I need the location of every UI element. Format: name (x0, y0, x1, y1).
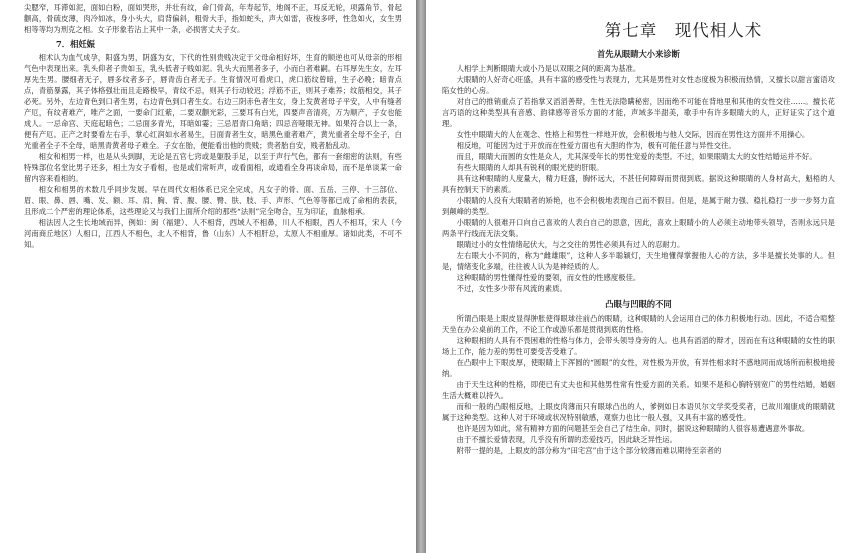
right-paragraph: 由于天生这种的性格，即使已有丈夫也和其他男性常有性爱方面的关系。如果不是和心胸特别宽广的男性结婚，婚姻生活大概难以持久。 (442, 380, 835, 400)
right-paragraph: 女性中眼睛大的人在观念、性格上和男性一样地开放，会积极地与他人交际，因而在男性这方面并不用操心。 (456, 130, 810, 139)
right-paragraph: 人相学上判断眼睛大或小乃是以双眼之间的距离为基准。 (456, 64, 641, 73)
right-paragraph: 而和一般的凸眼相反地，上眼皮肉薄而只有眼球凸出的人，爹例如日本语贝尔文学奖受奖者，已故川端康成的眼睛就属于这种类型。这种人对于环境或状况特别敏感，观察力也比一般人强，又具有丰富的感受性。 (442, 402, 835, 422)
right-paragraph: 有些大眼睛的人却具有锐利的眼光使的肝眼。 (456, 163, 604, 172)
right-paragraph: 在凸眼中上下眼皮厚，使眼睛上下浑圆的“圆眼”的女性，对性极为开放，有异性相求时不惑地同而成场所而积极地接纳。 (442, 358, 835, 378)
right-paragraph: 所谓凸眼是上眼皮显得肿胀使得眼球往前凸的眼睛，这种眼睛的人会运用自己的体力积极地行动。因此，不适合喧整天坐在办公桌前的工作，不论工作或游乐都是贯彻到底的性格。 (442, 314, 835, 334)
right-paragraph: 不过，女性多少带有风流的素质。 (456, 284, 567, 293)
right-paragraph: 大眼睛的人好奇心旺盛，具有丰富的感受性与表现力，尤其是男性对女性态度极为积极而热情，又擅长以甜言蜜语攻陷女性的心房。 (442, 75, 835, 95)
right-paragraph: 附带一提的是，上眼皮的部分称为“田宅宫”由于这个部分较薄而难以期待至亲者的 (456, 446, 722, 455)
right-paragraph: 对自己的推销重点了若指掌又滔滔善辩，生性无法隐瞒秘密，因而绝不可能在背地里和其他的女性交往……。擅长花言巧语的这种类型具有音感、韵律感等音乐方面的才能，声域多半甜美，歌手中有许多眼睛大的人，正好证实了这个道理。 (442, 97, 835, 128)
book-spine (416, 0, 426, 553)
left-page (0, 0, 416, 553)
right-paragraph: 眼睛过小的女性情绪起伏大，与之交往的男性必须具有过人的忍耐力。 (456, 240, 685, 249)
right-paragraph: 而且，眼睛大而圆的女性是众人，尤其深受年长的男性宠爱的类型。不过，如果眼睛太大的女性结婚运并不好。 (456, 152, 817, 161)
left-paragraph: 相法因人之生长地域而异，例如：闽（福建）、人不相背，西域人不相鼻，川人不相眼，西人不相耳，宋人（今河南商丘地区）人相口，江西人不相色，北人不相背，鲁（山东）人不相肝总，太原人不相重厚。诸如此类，不可不知。 (24, 218, 402, 249)
section-heading-eye-size: 首先从眼睛大小来诊断 (597, 49, 680, 59)
right-paragraph: 这种眼相的人具有不畏困难的性格与体力，会带头领导身旁的人。也具有滔滔的辩才，因而在有这种眼睛的女性的职场上工作，能力差的男性可要受苦受难了。 (442, 336, 835, 356)
right-paragraph: 左右眼大小不同的，称为“雌雄眼”，这种人多半聪颖灯，天生地懂得掌握他人心的方法，多半是擅长处事的人。但是，情绪变化多端，往往被人认为是神经质的人。 (442, 251, 835, 271)
left-paragraph: 相术认为血气成孕，阳盛为男，阴盛为女，下代的性别贵贱决定于父母命相好坏，生育的顺逆也可从母亲的形相气色中表现出来。乳头仰者子贵如玉，乳头低者子贱如泥。乳头大而黑者多子，小而白者难嗣。右耳厚先生女，左耳厚先生男。腰细者无子，唇多纹者多子，唇青齿白者无子。生育情况可看虎口，虎口筋纹曾暗，生子必晚；暗青点点，青筋暴露，其子体格强壮而且走路极早，青纹不忌，则其子行动较迟；浮筋不正，则其子难养；纹筋相交，其子必死。另外，左边青色到口者生男，右边青色到口者生女。右边三阴赤色者生女，身上发黄者母子平安，人中有缝者产厄，有纹者难产，唯产之面，一要命门红紫，二要双颧光彩，三要耳有白光，四要声音清亮，万为顺产，子女也能成人。一忌命宫、天庭起暗色；二忌面多青光，耳暗如霎；三忌眉青口角暗；四忌音哑眼无神。如果符合以上一条，便有产厄。正产之时要看左右手，掌心红润如水者易生，日面青者生女，暗黑色重者难产，黄光重者全母不全子，白光重者全子不全母，暗黑青黄者母子难全。子女在胎，便能看出他的贵贱；贵者胎自安，贱者胎乱动。 (24, 53, 402, 150)
intro-paragraph: 尖腮窄，耳滞如泥，面如白粉，面如哭形，并壮有纹，命门骨高，年寿起节，地阁不正，耳反无轮，项露角节，骨起颧高，骨硫皮薄，肉冷如冰，身小头大，肩背偏斜，粗骨大手，指如蛇头，声大如雷，夜梭多呼，性急如火，女生男相等等均为刑克之相。女子形象若沾上其中一条，必损害丈夫子女。 (24, 3, 402, 34)
right-paragraph: 也许是因为如此，常有精神方面的问题甚至会自己了结生命。同时，据说这种眼睛的人很容易遭遇意外事故。 (456, 424, 810, 433)
right-paragraph: 具有这种眼睛的人度量大，精力旺盛，胸怀远大，不甚任何障碍而贯彻到底。据说这种眼睛的人身材高大，魁梧的人具有控制天下的素质。 (442, 174, 835, 194)
left-paragraph: 相女和相男一样，也是从头到脚，无论是五官七窍或是躯股手足，以至于声行气色，都有一套细密的法则，有些特殊部位名堂比男子还多，相土为女子看相，也是或们常听声，或看面相，或通看全身再谈命局，而不是单谈某一命留内容来看相的。 (24, 152, 402, 183)
right-paragraph: 小眼睛的人很难开口向自己喜欢的人表白自己的思意，因此，喜欢上眼睛小的人必须主动地带头领导，否则永远只是两条平行线而无法交集。 (442, 218, 835, 238)
chapter-title: 第七章 现代相人术 (604, 21, 763, 40)
right-page (426, 0, 841, 553)
section-heading-pregnancy: 7．相妊娠 (56, 39, 95, 49)
left-paragraph: 相女和相男的术数几乎同步发展。早在周代女相体系已完全完成，凡女子的骨、面、五岳、三停、十三部位、眉、眼、鼻、唇、嘴、发、额、耳、肩、胸、背、腹、腰、臀、肤、肢、手、声形、气色等等都已成了命相的表获，且形成二个严密的理论体系，这些理论又与我们上面所介绍的那些“法则”完全吻合，互为印证，血脉相承。 (24, 185, 402, 216)
right-paragraph: 小眼睛的人没有大眼睛者的矫艳，也不会积极地表现自己而不假目。但是，是属于耐力强、稳扎稳打一步一步努力直到颠峰的类型。 (442, 196, 835, 216)
right-paragraph: 相反地，可能因为过于开放而在性爱方面也有大胆的作为，极有可能任意与异性交往。 (456, 141, 736, 150)
right-paragraph: 由于不擅长爱情表现，几乎没有所谓的恋爱技巧，因此缺乏异性运。 (456, 435, 677, 444)
section-heading-protruding-sunken-eyes: 凸眼与凹眼的不同 (605, 299, 672, 309)
right-paragraph: 这种眼睛的男性懂得性爱的要领，而女性的性感度极佳。 (456, 273, 641, 282)
